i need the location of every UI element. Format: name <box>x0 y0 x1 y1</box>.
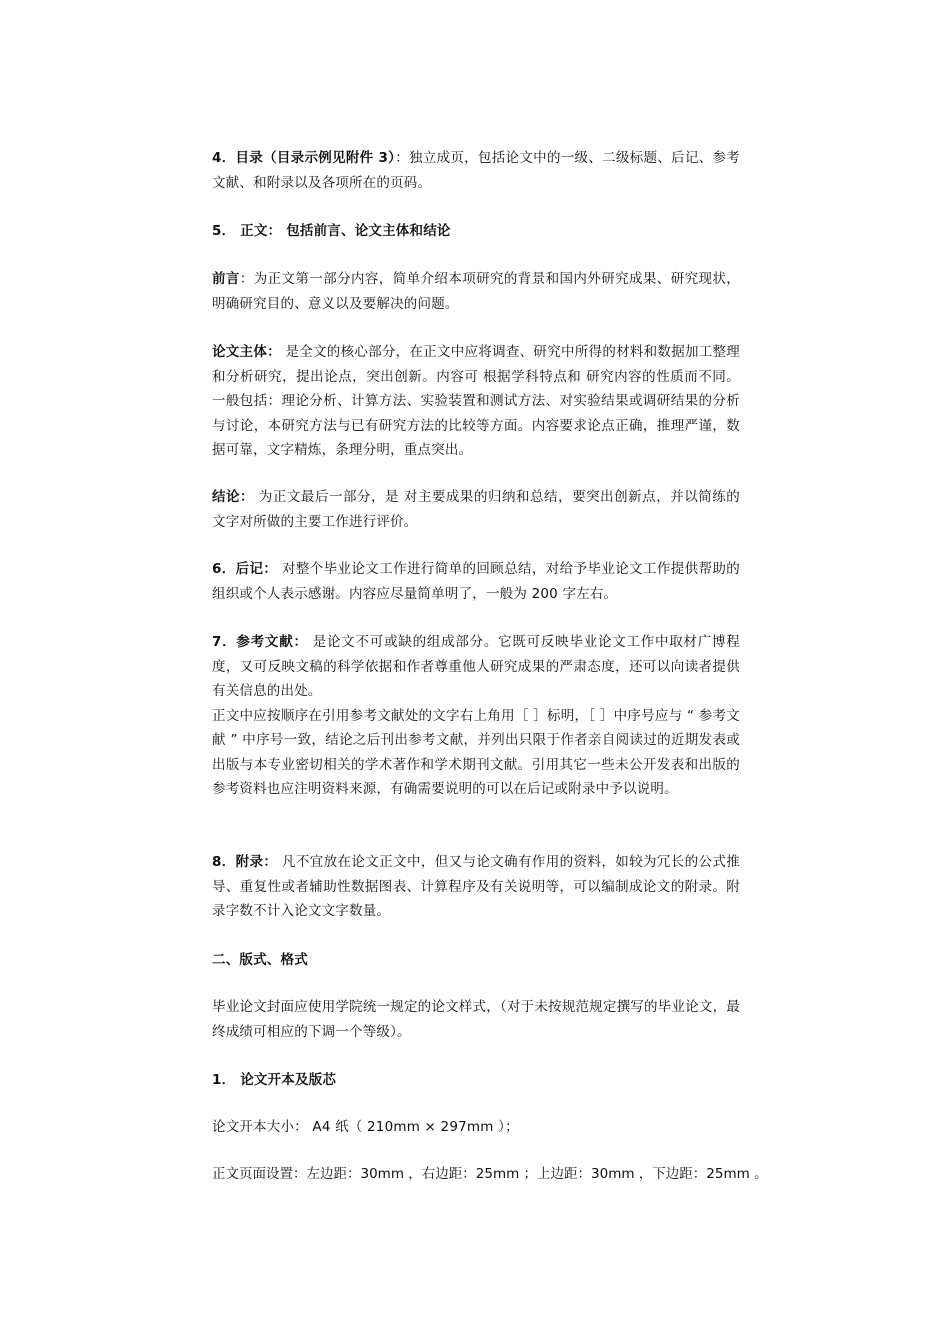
section-7-label: 7．参考文献： <box>212 634 308 650</box>
section-8-text: 凡不宜放在论文正文中，但又与论文确有作用的资料，如较为冗长的公式推导、重复性或者辅助性数据图表、计算程序及有关说明等，可以编制成论文的附录。附录字数不计入论文文字数量。 <box>212 854 740 919</box>
preface-text: ：为正文第一部分内容，简单介绍本项研究的背景和国内外研究成果、研究现状，明确研究目的、意义以及要解决的问题。 <box>212 271 741 312</box>
section-8-appendix <box>212 850 740 924</box>
page-margins-line: 正文页面设置：左边距：30mm ，右边距：25mm ；上边距：30mm ，下边距：25mm 。 <box>212 1166 768 1182</box>
section-4-text: ：独立成页，包括论文中的一级、二级标题、后记、参考文献、和附录以及各项所在的页码。 <box>212 150 740 191</box>
cover-paragraph: 毕业论文封面应使用学院统一规定的论文样式，（对于未按规范规定撰写的毕业论文，最终成绩可相应的下调一个等级）。 <box>212 999 740 1040</box>
section-8-label: 8．附录： <box>212 854 278 870</box>
section-4-label: 4．目录（目录示例见附件 3） <box>212 150 396 166</box>
subsection-1-heading: 1． 论文开本及版芯 <box>212 1072 337 1088</box>
main-body-label: 论文主体： <box>212 344 281 360</box>
preface-label: 前言 <box>212 271 240 287</box>
section-7-text: 是论文不可或缺的组成部分。它既可反映毕业论文工作中取材广博程度，又可反映文稿的科学依据和作者尊重他人研究成果的严肃态度，还可以向读者提供有关信息的出处。 <box>212 634 740 699</box>
part-2-heading: 二、版式、格式 <box>212 952 308 968</box>
section-7-text-2: 正文中应按顺序在引用参考文献处的文字右上角用［ ］标明，［ ］中序号应与 “ 参考文献 ” 中序号一致，结论之后刊出参考文献，并列出只限于作者亲自阅读过的近期发表或出版与本专业密切相关的学术著作和学术期刊文献。引用其它一些未公开发表和出版的参考资料也应注明资料来源，有确需要说明的可以在后记或附录中予以说明。 <box>212 707 740 797</box>
main-body-paragraph <box>212 340 740 463</box>
section-6-text: 对整个毕业论文工作进行简单的回顾总结，对给予毕业论文工作提供帮助的组织或个人表示感谢。内容应尽量简单明了，一般为 200 字左右。 <box>212 561 740 602</box>
section-4-toc <box>212 146 740 195</box>
section-5-heading: 5． 正文： 包括前言、论文主体和结论 <box>212 223 451 239</box>
section-6-postscript <box>212 557 740 606</box>
main-body-text: 是全文的核心部分，在正文中应将调查、研究中所得的材料和数据加工整理和分析研究，提出论点，突出创新。内容可 根据学科特点和 研究内容的性质而不同。一般包括：理论分析、计算方法、实验装置和测试方法、对实验结果或调研结果的分析与讨论，本研究方法与已有研究方法的比较等方面。内容要求论点正确，推理严谨，数据可靠，文字精炼，条理分明，重点突出。 <box>212 344 741 458</box>
section-7-references <box>212 630 740 802</box>
conclusion-text: 为正文最后一部分，是 对主要成果的归纳和总结，要突出创新点，并以简练的文字对所做的主要工作进行评价。 <box>212 489 740 530</box>
conclusion-paragraph <box>212 485 740 534</box>
conclusion-label: 结论： <box>212 489 255 505</box>
paper-size-line: 论文开本大小： A4 纸（ 210mm × 297mm ）； <box>212 1119 519 1135</box>
preface-paragraph <box>212 267 740 316</box>
section-6-label: 6．后记： <box>212 561 278 577</box>
